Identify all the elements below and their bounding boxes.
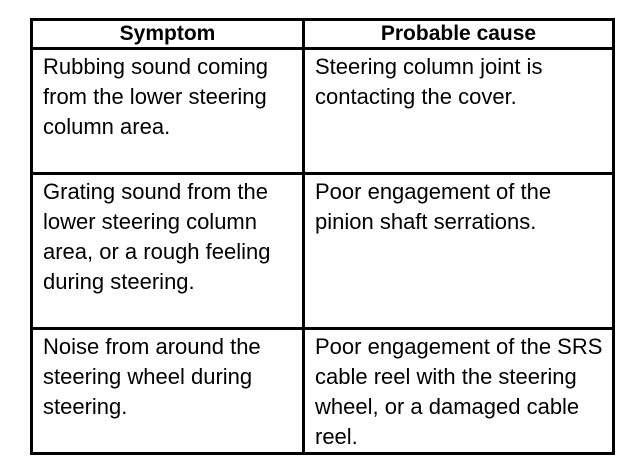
troubleshooting-table [30,18,615,455]
table-row [32,49,614,174]
table-row [32,174,614,329]
symptom-cell: Noise from around the steering wheel during steering. [32,329,304,454]
symptom-cell: Rubbing sound coming from the lower steering column area. [32,49,304,174]
table-header-row [32,20,614,49]
header-probable-cause: Probable cause [304,20,614,49]
cause-cell: Poor engagement of the pinion shaft serrations. [304,174,614,329]
symptom-cell: Grating sound from the lower steering column area, or a rough feeling during steering. [32,174,304,329]
header-symptom: Symptom [32,20,304,49]
table-row [32,329,614,454]
cause-cell: Steering column joint is contacting the cover. [304,49,614,174]
cause-cell: Poor engagement of the SRS cable reel with the steering wheel, or a damaged cable reel. [304,329,614,454]
